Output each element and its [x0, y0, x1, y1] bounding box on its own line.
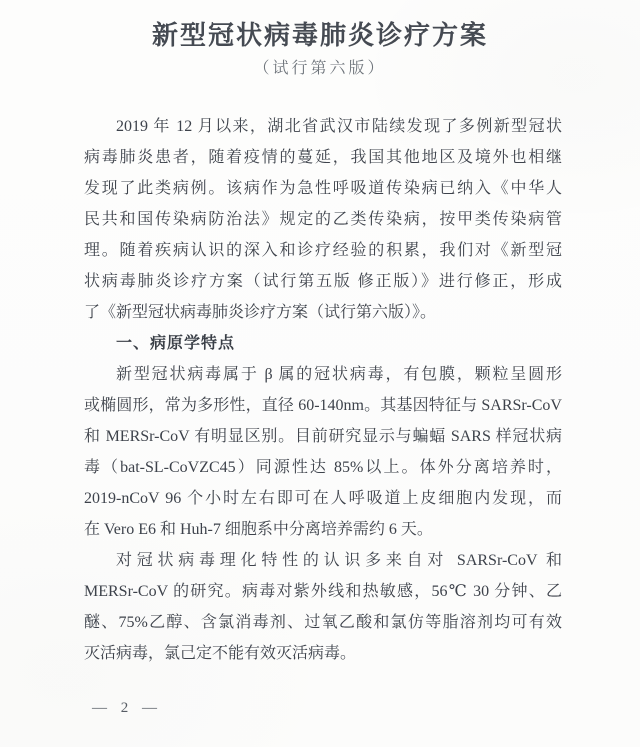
text-line: 醚、75%乙醇、含氯消毒剂、过氧乙酸和氯仿等脂溶剂均可有效: [84, 614, 562, 631]
text-line: 灭活病毒，氯己定不能有效灭活病毒。: [84, 645, 357, 662]
text-line: 状病毒肺炎诊疗方案（试行第五版 修正版）》进行修正，形成: [84, 273, 562, 290]
text-line: 民共和国传染病防治法》规定的乙类传染病，按甲类传染病管: [84, 211, 562, 228]
text-line: 对冠状病毒理化特性的认识多来自对 SARSr-CoV 和: [116, 552, 562, 569]
page-subtitle: （试行第六版）: [253, 60, 387, 77]
text-line: 毒（bat-SL-CoVZC45）同源性达 85%以上。体外分离培养时，: [84, 459, 562, 476]
text-line: MERSr-CoV 的研究。病毒对紫外线和热敏感，56℃ 30 分钟、乙: [84, 583, 562, 600]
section-heading: 一、病原学特点: [116, 335, 236, 352]
text-line: 新型冠状病毒属于 β 属的冠状病毒，有包膜，颗粒呈圆形: [116, 366, 562, 383]
text-line: 病毒肺炎患者，随着疫情的蔓延，我国其他地区及境外也相继: [84, 149, 562, 166]
page-title: 新型冠状病毒肺炎诊疗方案: [151, 20, 488, 50]
page-number: — 2 —: [92, 700, 162, 716]
text-line: 在 Vero E6 和 Huh-7 细胞系中分离培养需约 6 天。: [84, 521, 433, 538]
text-line: 理。随着疾病认识的深入和诊疗经验的积累，我们对《新型冠: [84, 242, 562, 259]
document-body: [84, 111, 562, 669]
text-line: 或椭圆形，常为多形性，直径 60-140nm。其基因特征与 SARSr-CoV: [84, 397, 562, 414]
text-line: 2019-nCoV 96 个小时左右即可在人呼吸道上皮细胞内发现，而: [84, 490, 562, 507]
text-line: 和 MERSr-CoV 有明显区别。目前研究显示与蝙蝠 SARS 样冠状病: [84, 428, 562, 445]
text-line: 2019 年 12 月以来，湖北省武汉市陆续发现了多例新型冠状: [116, 118, 562, 135]
text-line: 了《新型冠状病毒肺炎诊疗方案（试行第六版）》。: [84, 304, 437, 321]
text-line: 发现了此类病例。该病作为急性呼吸道传染病已纳入《中华人: [84, 180, 562, 197]
